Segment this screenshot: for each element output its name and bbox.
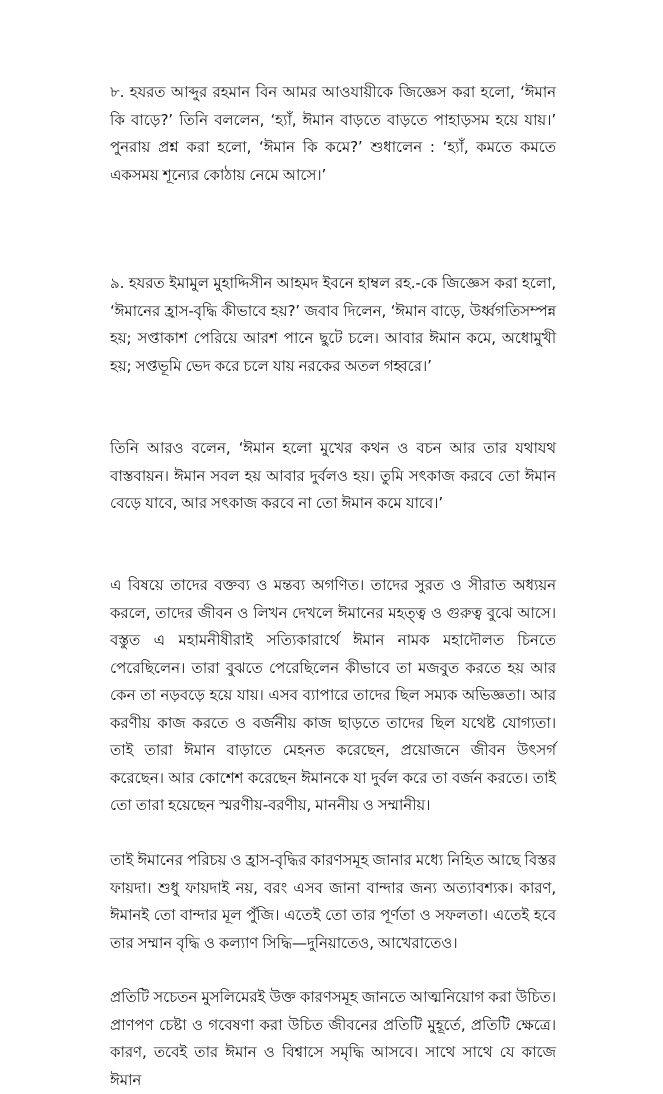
paragraph-8-awzai: ৮. হযরত আব্দুর রহমান বিন আমর আওযায়ীকে জিজ্ঞেস করা হলো, ‘ঈমান কি বাড়ে?’ তিনি বললেন, ‘হ্যাঁ, ঈমান বাড়তে বাড়তে পাহাড়সম হয়ে যায়।’ পুনরায় প্রশ্ন করা হলো, ‘ঈমান কি কমে?’ শুধালেন : ‘হ্যাঁ, কমতে কমতে একসময় শূন্যের কোঠায় নেমে আসে।’ bbox=[110, 83, 556, 184]
paragraph-every-muslim: প্রতিটি সচেতন মুসলিমেরই উক্ত কারণসমূহ জানতে আত্মনিয়োগ করা উচিত। প্রাণপণ চেষ্টা ও গবেষণা করা উচিত জীবনের প্রতিটি মুহূর্তে, প্রতিটি ক্ষেত্রে। কারণ, তবেই তার ঈমান ও বিশ্বাসে সমৃদ্ধি আসবে। সাথে সাথে যে কাজে ঈমান bbox=[110, 988, 556, 1089]
paragraph-benefit-of-knowing: তাই ঈমানের পরিচয় ও হ্রাস-বৃদ্ধির কারণসমূহ জানার মধ্যে নিহিত আছে বিস্তর ফায়দা। শুধু ফায়দাই নয়, বরং এসব জানা বান্দার জন্য অত্যাবশ্যক। কারণ, ঈমানই তো বান্দার মূল পুঁজি। এতেই তো তার পূর্ণতা ও সফলতা। এতেই হবে তার সম্মান বৃদ্ধি ও কল্যাণ সিদ্ধি—দুনিয়াতেও, আখেরাতেও। bbox=[110, 851, 556, 952]
paragraph-scholars-statements: এ বিষয়ে তাদের বক্তব্য ও মন্তব্য অগণিত। তাদের সুরত ও সীরাত অধ্যয়ন করলে, তাদের জীবন ও লিখন দেখলে ঈমানের মহত্ত্ব ও গুরুত্ব বুঝে আসে। বস্তুত এ মহামনীষীরাই সত্যিকারার্থে ঈমান নামক মহাদৌলত চিনতে পেরেছিলেন। তারা বুঝতে পেরেছিলেন কীভাবে তা মজবুত করতে হয় আর কেন তা নড়বড়ে হয়ে যায়। এসব ব্যাপারে তাদের ছিল সম্যক অভিজ্ঞতা। আর করণীয় কাজ করতে ও বর্জনীয় কাজ ছাড়তে তাদের ছিল যথেষ্ট যোগ্যতা। তাই তারা ঈমান বাড়াতে মেহনত করেছেন, প্রয়োজনে জীবন উৎসর্গ করেছেন। আর কোশেশ করেছেন ঈমানকে যা দুর্বল করে তা বর্জন করতে। তাই তো তারা হয়েছেন স্মরণীয়-বরণীয়, মাননীয় ও সম্মানীয়। bbox=[110, 576, 556, 814]
paragraph-9-ahmad-ibn-hanbal: ৯. হযরত ইমামুল মুহাদ্দিসীন আহমদ ইবনে হাম্বল রহ.-কে জিজ্ঞেস করা হলো, ‘ঈমানের হ্রাস-বৃদ্ধি কীভাবে হয়?’ জবাব দিলেন, ‘ঈমান বাড়ে, উর্ধ্বগতিসম্পন্ন হয়; সপ্তাকাশ পেরিয়ে আরশ পানে ছুটে চলে। আবার ঈমান কমে, অধোমুখী হয়; সপ্তভূমি ভেদ করে চলে যায় নরকের অতল গহ্বরে।’ bbox=[110, 274, 556, 375]
paragraph-imam-further-saying: তিনি আরও বলেন, ‘ঈমান হলো মুখের কথন ও বচন আর তার যথাযথ বাস্তবায়ন। ঈমান সবল হয় আবার দুর্বলও হয়। তুমি সৎকাজ করবে তো ঈমান বেড়ে যাবে, আর সৎকাজ করবে না তো ঈমান কমে যাবে।’ bbox=[110, 439, 556, 512]
